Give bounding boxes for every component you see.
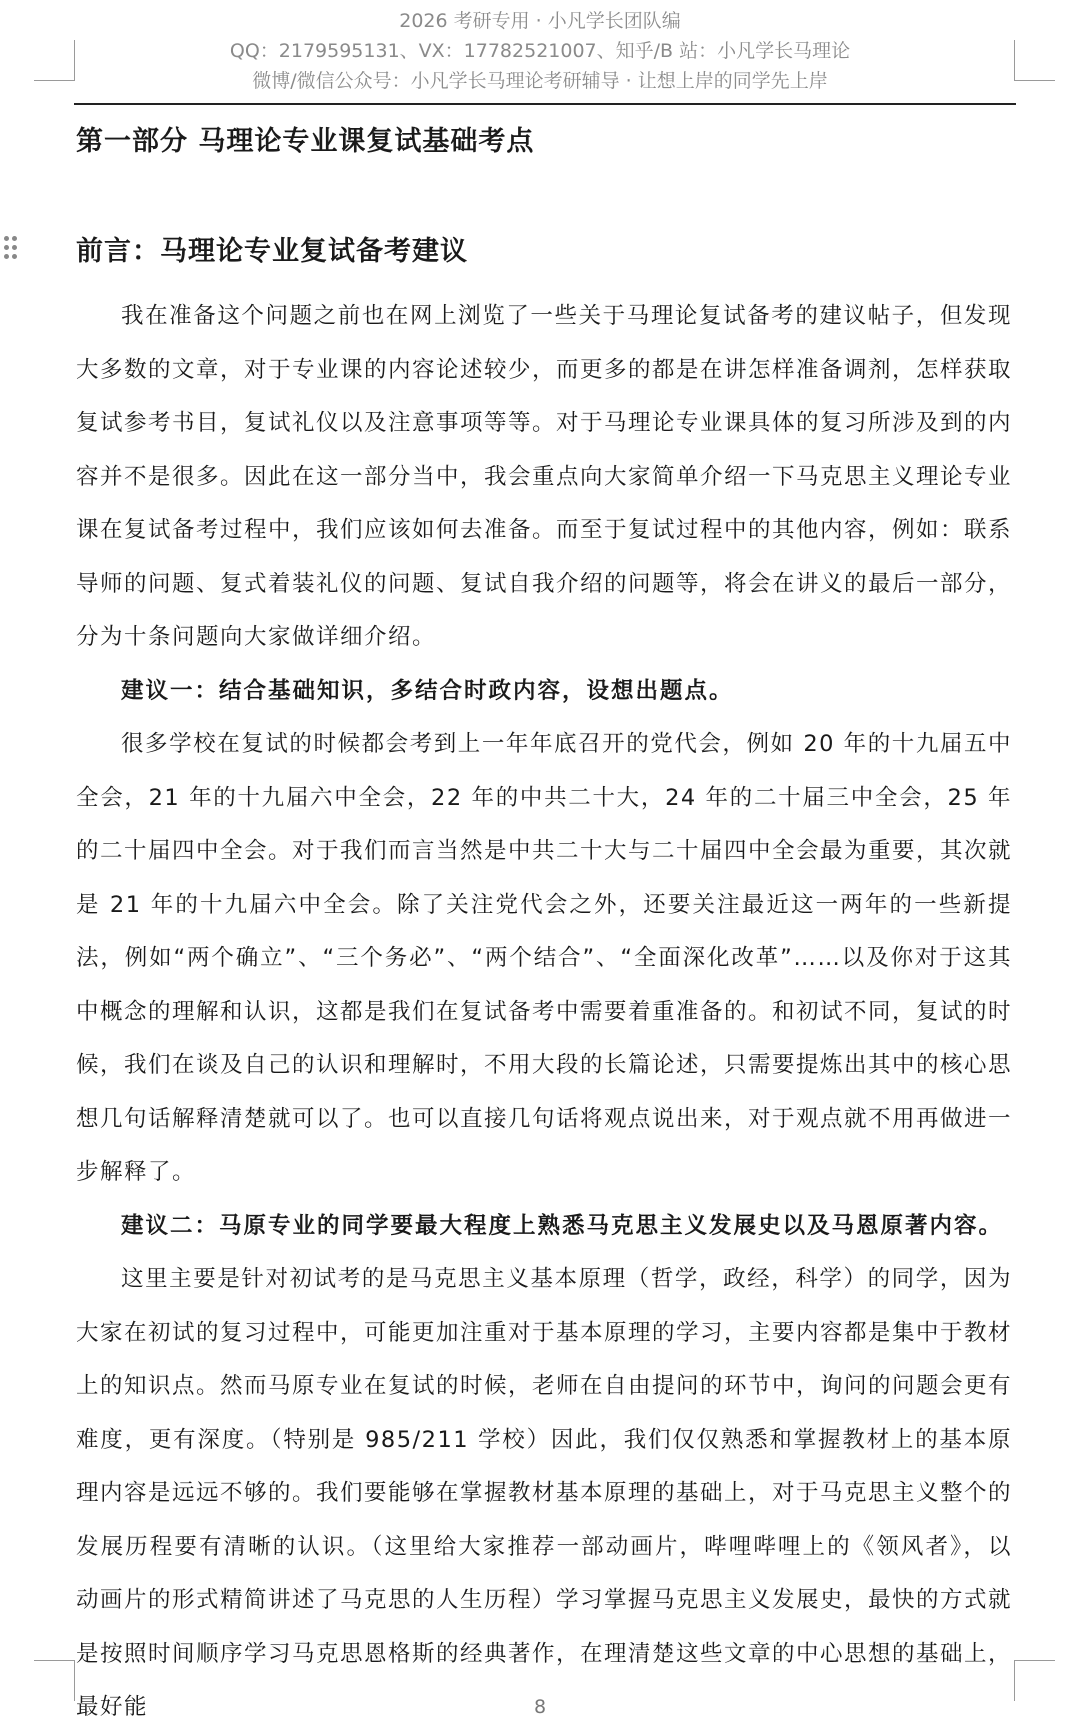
suggestion-heading-2: 建议二：马原专业的同学要最大程度上熟悉马克思主义发展史以及马恩原著内容。: [121, 1212, 1004, 1239]
page-header: [0, 6, 1080, 96]
header-line-2: QQ：2179595131、VX：17782521007、知乎/B 站：小凡学长马理论: [229, 40, 851, 62]
header-line-1: 2026 考研专用 · 小凡学长团队编: [399, 10, 681, 32]
paragraph-suggestion-2: 这里主要是针对初试考的是马克思主义基本原理（哲学，政经，科学）的同学，因为大家在初试的复习过程中，可能更加注重对于基本原理的学习，主要内容都是集中于教材上的知识点。然而马原专业在复试的时候，老师在自由提问的环节中，询问的问题会更有难度，更有深度。（特别是 985/211 学校）因此，我们仅仅熟悉和掌握教材上的基本原理内容是远远不够的。我们要能够在掌握教材基本原理的基础上，对于马克思主义整个的发展历程要有清晰的认识。（这里给大家推荐一部动画片，哔哩哔哩上的《领风者》，以动画片的形式精简讲述了马克思的人生历程）学习掌握马克思主义发展史，最快的方式就是按照时间顺序学习马克思恩格斯的经典著作，在理清楚这些文章的中心思想的基础上，最好能: [76, 1266, 1013, 1720]
paragraph-intro: 我在准备这个问题之前也在网上浏览了一些关于马理论复试备考的建议帖子，但发现大多数的文章，对于专业课的内容论述较少，而更多的都是在讲怎样准备调剂，怎样获取复试参考书目，复试礼仪以及注意事项等等。对于马理论专业课具体的复习所涉及到的内容并不是很多。因此在这一部分当中，我会重点向大家简单介绍一下马克思主义理论专业课在复试备考过程中，我们应该如何去准备。而至于复试过程中的其他内容，例如：联系导师的问题、复式着装礼仪的问题、复试自我介绍的问题等，将会在讲义的最后一部分，分为十条问题向大家做详细介绍。: [76, 303, 1013, 650]
suggestion-heading-1: 建议一：结合基础知识，多结合时政内容，设想出题点。: [121, 677, 734, 704]
crop-mark-bottom-right: [1014, 1660, 1055, 1701]
header-divider: [74, 103, 1016, 105]
document-body: [76, 116, 1012, 1735]
header-line-3: 微博/微信公众号：小凡学长马理论考研辅导 · 让想上岸的同学先上岸: [252, 70, 828, 92]
paragraph-suggestion-1: 很多学校在复试的时候都会考到上一年年底召开的党代会，例如 20 年的十九届五中全会，21 年的十九届六中全会，22 年的中共二十大，24 年的二十届三中全会，25 年的二十届四中全会。对于我们而言当然是中共二十大与二十届四中全会最为重要，其次就是 21 年的十九届六中全会。除了关注党代会之外，还要关注最近这一两年的一些新提法，例如“两个确立”、“三个务必”、“两个结合”、“全面深化改革”……以及你对于这其中概念的理解和认识，这都是我们在复试备考中需要着重准备的。和初试不同，复试的时候，我们在谈及自己的认识和理解时，不用大段的长篇论述，只需要提炼出其中的核心思想几句话解释清楚就可以了。也可以直接几句话将观点说出来，对于观点就不用再做进一步解释了。: [76, 731, 1013, 1185]
preface-title: 前言：马理论专业复试备考建议: [76, 236, 468, 267]
drag-handle-icon[interactable]: [4, 236, 20, 264]
part-title: 第一部分 马理论专业课复试基础考点: [76, 126, 535, 157]
crop-mark-bottom-left: [34, 1660, 75, 1701]
page-number: 8: [533, 1696, 547, 1718]
